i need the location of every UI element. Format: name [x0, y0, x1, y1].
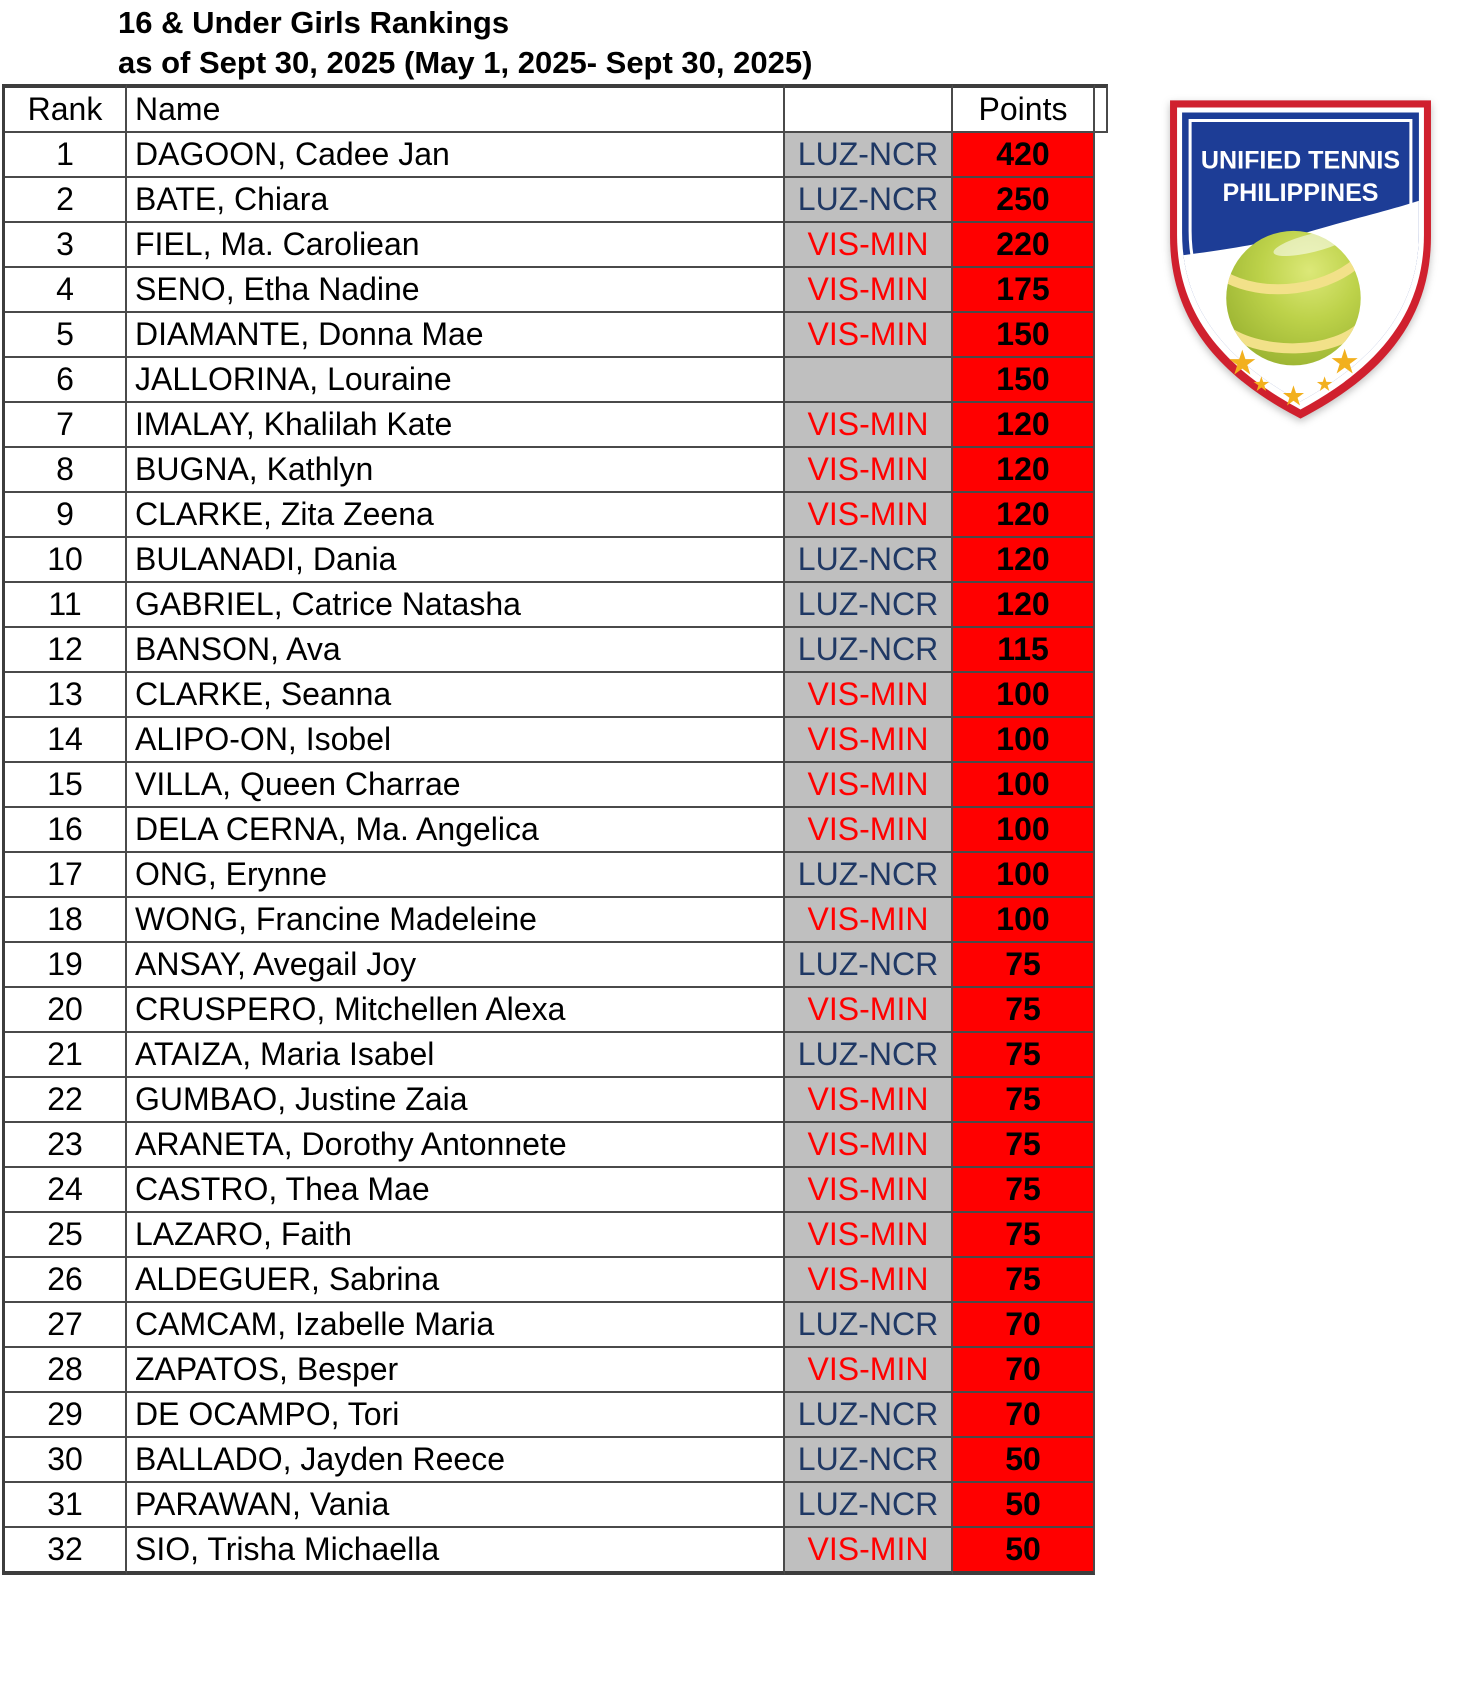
points-cell: 120	[953, 583, 1095, 628]
utp-shield-logo-svg	[1160, 96, 1441, 423]
points-cell: 420	[953, 133, 1095, 178]
col-header-rank: Rank	[5, 84, 127, 133]
name-cell: LAZARO, Faith	[127, 1213, 785, 1258]
name-cell: VILLA, Queen Charrae	[127, 763, 785, 808]
name-cell: ALIPO-ON, Isobel	[127, 718, 785, 763]
region-cell: LUZ-NCR	[785, 583, 953, 628]
rank-cell: 13	[5, 673, 127, 718]
points-cell: 50	[953, 1438, 1095, 1483]
rank-cell: 5	[5, 313, 127, 358]
points-cell: 70	[953, 1303, 1095, 1348]
region-cell: VIS-MIN	[785, 1528, 953, 1575]
region-cell: VIS-MIN	[785, 1258, 953, 1303]
table-row	[2, 1123, 1108, 1168]
points-cell: 175	[953, 268, 1095, 313]
rank-cell: 22	[5, 1078, 127, 1123]
points-cell: 75	[953, 1213, 1095, 1258]
points-cell: 150	[953, 358, 1095, 403]
page-title: 16 & Under Girls Rankings	[118, 5, 510, 40]
points-cell: 150	[953, 313, 1095, 358]
region-cell: VIS-MIN	[785, 808, 953, 853]
table-body	[2, 133, 1108, 1575]
points-cell: 120	[953, 448, 1095, 493]
region-cell: LUZ-NCR	[785, 1303, 953, 1348]
table-row	[2, 313, 1108, 358]
name-cell: PARAWAN, Vania	[127, 1483, 785, 1528]
table-row	[2, 133, 1108, 178]
rank-cell: 28	[5, 1348, 127, 1393]
points-cell: 120	[953, 538, 1095, 583]
region-cell: VIS-MIN	[785, 988, 953, 1033]
name-cell: BATE, Chiara	[127, 178, 785, 223]
rank-cell: 23	[5, 1123, 127, 1168]
name-cell: CASTRO, Thea Mae	[127, 1168, 785, 1213]
col-header-name: Name	[127, 84, 785, 133]
points-cell: 100	[953, 853, 1095, 898]
rank-cell: 2	[5, 178, 127, 223]
title-block	[118, 3, 812, 83]
table-row	[2, 1483, 1108, 1528]
name-cell: JALLORINA, Louraine	[127, 358, 785, 403]
region-cell: VIS-MIN	[785, 268, 953, 313]
region-cell: VIS-MIN	[785, 718, 953, 763]
name-cell: BALLADO, Jayden Reece	[127, 1438, 785, 1483]
region-cell: VIS-MIN	[785, 1348, 953, 1393]
rank-cell: 24	[5, 1168, 127, 1213]
table-row	[2, 1438, 1108, 1483]
table-row	[2, 268, 1108, 313]
rank-cell: 30	[5, 1438, 127, 1483]
header-extension-cell	[1095, 84, 1108, 133]
table-row	[2, 1393, 1108, 1438]
rank-cell: 17	[5, 853, 127, 898]
rank-cell: 7	[5, 403, 127, 448]
name-cell: DIAMANTE, Donna Mae	[127, 313, 785, 358]
points-cell: 70	[953, 1393, 1095, 1438]
table-row	[2, 358, 1108, 403]
table-row	[2, 538, 1108, 583]
region-cell: VIS-MIN	[785, 1213, 953, 1258]
region-cell	[785, 358, 953, 403]
table-row	[2, 898, 1108, 943]
rank-cell: 12	[5, 628, 127, 673]
col-header-points: Points	[953, 84, 1095, 133]
name-cell: ARANETA, Dorothy Antonnete	[127, 1123, 785, 1168]
points-cell: 120	[953, 493, 1095, 538]
rank-cell: 3	[5, 223, 127, 268]
rank-cell: 19	[5, 943, 127, 988]
table-row	[2, 628, 1108, 673]
rank-cell: 1	[5, 133, 127, 178]
region-cell: VIS-MIN	[785, 1123, 953, 1168]
name-cell: ANSAY, Avegail Joy	[127, 943, 785, 988]
table-row	[2, 988, 1108, 1033]
table-row	[2, 583, 1108, 628]
points-cell: 75	[953, 1123, 1095, 1168]
region-cell: LUZ-NCR	[785, 628, 953, 673]
table-row	[2, 673, 1108, 718]
rank-cell: 31	[5, 1483, 127, 1528]
name-cell: IMALAY, Khalilah Kate	[127, 403, 785, 448]
rank-cell: 8	[5, 448, 127, 493]
region-cell: LUZ-NCR	[785, 853, 953, 898]
table-row	[2, 1213, 1108, 1258]
name-cell: SIO, Trisha Michaella	[127, 1528, 785, 1575]
table-header-row	[2, 84, 1108, 133]
name-cell: DE OCAMPO, Tori	[127, 1393, 785, 1438]
table-row	[2, 763, 1108, 808]
name-cell: DELA CERNA, Ma. Angelica	[127, 808, 785, 853]
region-cell: VIS-MIN	[785, 493, 953, 538]
name-cell: SENO, Etha Nadine	[127, 268, 785, 313]
table-row	[2, 1258, 1108, 1303]
rank-cell: 6	[5, 358, 127, 403]
rank-cell: 10	[5, 538, 127, 583]
name-cell: GABRIEL, Catrice Natasha	[127, 583, 785, 628]
region-cell: VIS-MIN	[785, 763, 953, 808]
points-cell: 100	[953, 673, 1095, 718]
name-cell: WONG, Francine Madeleine	[127, 898, 785, 943]
rank-cell: 16	[5, 808, 127, 853]
rank-cell: 26	[5, 1258, 127, 1303]
col-header-region	[785, 84, 953, 133]
points-cell: 75	[953, 1258, 1095, 1303]
points-cell: 115	[953, 628, 1095, 673]
region-cell: VIS-MIN	[785, 313, 953, 358]
table-row	[2, 943, 1108, 988]
name-cell: BULANADI, Dania	[127, 538, 785, 583]
region-cell: VIS-MIN	[785, 1168, 953, 1213]
points-cell: 100	[953, 808, 1095, 853]
table-row	[2, 808, 1108, 853]
points-cell: 100	[953, 718, 1095, 763]
name-cell: CLARKE, Zita Zeena	[127, 493, 785, 538]
name-cell: BUGNA, Kathlyn	[127, 448, 785, 493]
points-cell: 120	[953, 403, 1095, 448]
name-cell: BANSON, Ava	[127, 628, 785, 673]
logo-text-line2: PHILIPPINES	[1222, 178, 1379, 207]
name-cell: CLARKE, Seanna	[127, 673, 785, 718]
rank-cell: 25	[5, 1213, 127, 1258]
table-row	[2, 853, 1108, 898]
region-cell: LUZ-NCR	[785, 1483, 953, 1528]
table-row	[2, 403, 1108, 448]
name-cell: CRUSPERO, Mitchellen Alexa	[127, 988, 785, 1033]
points-cell: 70	[953, 1348, 1095, 1393]
name-cell: ATAIZA, Maria Isabel	[127, 1033, 785, 1078]
name-cell: GUMBAO, Justine Zaia	[127, 1078, 785, 1123]
logo-text-line1: UNIFIED TENNIS	[1200, 146, 1401, 175]
rank-cell: 11	[5, 583, 127, 628]
page-subtitle: as of Sept 30, 2025 (May 1, 2025- Sept 30, 2025)	[118, 45, 813, 80]
rank-cell: 14	[5, 718, 127, 763]
points-cell: 100	[953, 763, 1095, 808]
region-cell: LUZ-NCR	[785, 1438, 953, 1483]
rank-cell: 9	[5, 493, 127, 538]
rankings-table	[2, 84, 1108, 1575]
region-cell: VIS-MIN	[785, 223, 953, 268]
points-cell: 220	[953, 223, 1095, 268]
table-row	[2, 718, 1108, 763]
region-cell: LUZ-NCR	[785, 943, 953, 988]
utp-logo	[1160, 96, 1441, 423]
points-cell: 75	[953, 943, 1095, 988]
table-row	[2, 1348, 1108, 1393]
rank-cell: 21	[5, 1033, 127, 1078]
table-row	[2, 1528, 1108, 1575]
region-cell: VIS-MIN	[785, 403, 953, 448]
name-cell: ONG, Erynne	[127, 853, 785, 898]
points-cell: 75	[953, 1033, 1095, 1078]
points-cell: 50	[953, 1528, 1095, 1575]
table-row	[2, 1033, 1108, 1078]
region-cell: VIS-MIN	[785, 448, 953, 493]
points-cell: 75	[953, 1078, 1095, 1123]
name-cell: FIEL, Ma. Caroliean	[127, 223, 785, 268]
rank-cell: 27	[5, 1303, 127, 1348]
rank-cell: 20	[5, 988, 127, 1033]
table-row	[2, 223, 1108, 268]
rank-cell: 4	[5, 268, 127, 313]
region-cell: LUZ-NCR	[785, 178, 953, 223]
table-row	[2, 1303, 1108, 1348]
points-cell: 250	[953, 178, 1095, 223]
name-cell: ZAPATOS, Besper	[127, 1348, 785, 1393]
region-cell: VIS-MIN	[785, 673, 953, 718]
region-cell: VIS-MIN	[785, 898, 953, 943]
region-cell: LUZ-NCR	[785, 1033, 953, 1078]
region-cell: VIS-MIN	[785, 1078, 953, 1123]
points-cell: 100	[953, 898, 1095, 943]
table-row	[2, 448, 1108, 493]
rank-cell: 32	[5, 1528, 127, 1575]
rank-cell: 18	[5, 898, 127, 943]
points-cell: 75	[953, 1168, 1095, 1213]
name-cell: CAMCAM, Izabelle Maria	[127, 1303, 785, 1348]
table-row	[2, 1168, 1108, 1213]
points-cell: 75	[953, 988, 1095, 1033]
rank-cell: 15	[5, 763, 127, 808]
table-row	[2, 1078, 1108, 1123]
points-cell: 50	[953, 1483, 1095, 1528]
region-cell: LUZ-NCR	[785, 538, 953, 583]
region-cell: LUZ-NCR	[785, 1393, 953, 1438]
region-cell: LUZ-NCR	[785, 133, 953, 178]
rank-cell: 29	[5, 1393, 127, 1438]
table-row	[2, 493, 1108, 538]
name-cell: ALDEGUER, Sabrina	[127, 1258, 785, 1303]
name-cell: DAGOON, Cadee Jan	[127, 133, 785, 178]
table-row	[2, 178, 1108, 223]
